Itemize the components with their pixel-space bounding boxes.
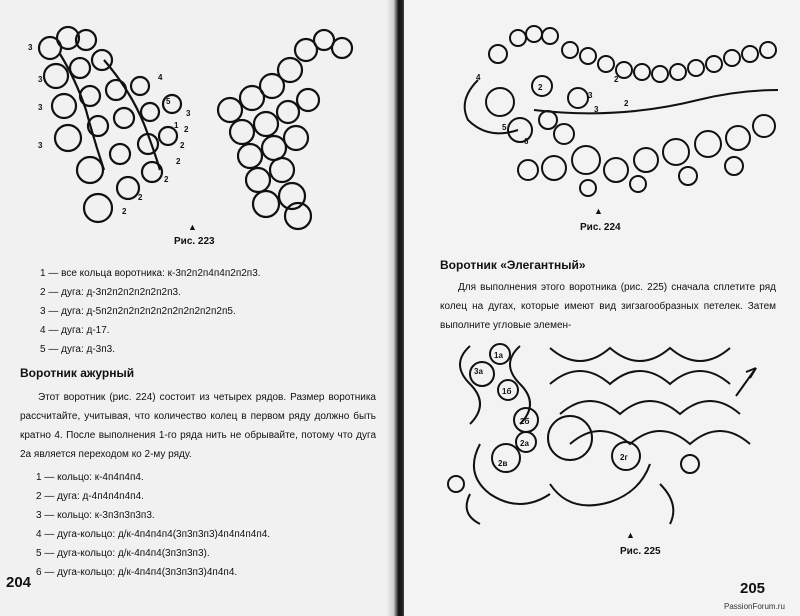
paragraph-text: Для выполнения этого воротника (рис. 225) сначала сплетите ряд колец на дугах, которые имеют вид зигзагообразных петелек. Затем выполните угловые элемен- <box>440 282 776 331</box>
figure-223-marker: ▲ <box>188 222 197 232</box>
section-title-openwork-collar: Воротник ажурный <box>20 366 135 380</box>
figure-224-label: 2 <box>614 75 619 84</box>
figure-225-drawing <box>440 334 770 530</box>
figure-225-label: 2в <box>498 459 508 468</box>
pattern-line: 2 — дуга: д-3п2п2п2п2п2п2п3. <box>40 287 181 298</box>
figure-223-label: 3 <box>186 109 191 118</box>
figure-225 <box>440 334 770 530</box>
figure-223-label: 3 <box>38 141 43 150</box>
row-line: 5 — дуга-кольцо: д/к-4п4п4(3п3п3п3). <box>36 548 210 559</box>
right-page <box>404 0 800 616</box>
figure-224-label: 2 <box>624 99 629 108</box>
row-line: 2 — дуга: д-4п4п4п4п4. <box>36 491 144 502</box>
figure-223-label: 3 <box>38 103 43 112</box>
row-line: 1 — кольцо: к-4п4п4п4. <box>36 472 144 483</box>
figure-223-drawing <box>20 20 360 235</box>
figure-223 <box>20 20 360 235</box>
figure-225-label: 2б <box>520 417 530 426</box>
figure-224-marker: ▲ <box>594 206 603 216</box>
row-instructions <box>36 468 270 582</box>
figure-225-marker: ▲ <box>626 530 635 540</box>
row-line: 3 — кольцо: к-3п3п3п3п3. <box>36 510 155 521</box>
figure-224-label: 3 <box>594 105 599 114</box>
figure-223-label: 2 <box>180 141 185 150</box>
figure-224 <box>438 20 788 204</box>
pattern-line: 5 — дуга: д-3п3. <box>40 344 115 355</box>
openwork-collar-paragraph <box>20 388 376 464</box>
figure-223-label: 3 <box>28 43 33 52</box>
section-title-elegant-collar: Воротник «Элегантный» <box>440 258 586 272</box>
pattern-line: 1 — все кольца воротника: к-3п2п2п4п4п2п2п3. <box>40 268 261 279</box>
figure-223-label: 2 <box>184 125 189 134</box>
figure-224-label: 3 <box>588 91 593 100</box>
figure-223-label: 4 <box>158 73 163 82</box>
figure-225-caption: Рис. 225 <box>620 546 661 557</box>
page-number-right: 205 <box>740 580 766 597</box>
figure-223-label: 2 <box>164 175 169 184</box>
row-line: 4 — дуга-кольцо: д/к-4п4п4п4(3п3п3п3)4п4п4п4п4. <box>36 529 271 540</box>
watermark: PassionForum.ru <box>724 602 785 611</box>
figure-223-caption: Рис. 223 <box>174 236 215 247</box>
figure-225-label: 1а <box>494 351 503 360</box>
pattern-line: 4 — дуга: д-17. <box>40 325 110 336</box>
figure-223-label: 2 <box>122 207 127 216</box>
row-line: 6 — дуга-кольцо: д/к-4п4п4(3п3п3п3)4п4п4. <box>36 567 238 578</box>
figure-223-label: 3 <box>38 75 43 84</box>
left-page <box>0 0 398 616</box>
figure-225-label: 3а <box>474 367 483 376</box>
figure-223-label: 1 <box>174 121 179 130</box>
figure-224-drawing <box>438 20 788 204</box>
figure-224-caption: Рис. 224 <box>580 222 621 233</box>
figure-224-label: 2 <box>538 83 543 92</box>
figure-223-label: 2 <box>138 193 143 202</box>
figure-225-label: 2а <box>520 439 529 448</box>
figure-224-label: 5 <box>502 123 507 132</box>
pattern-line: 3 — дуга: д-5п2п2п2п2п2п2п2п2п2п2п2п5. <box>40 306 236 317</box>
elegant-collar-paragraph <box>440 278 776 335</box>
figure-224-label: 6 <box>524 137 529 146</box>
page-number-left: 204 <box>6 574 32 591</box>
figure-223-label: 2 <box>176 157 181 166</box>
figure-224-label: 4 <box>476 73 481 82</box>
figure-225-label: 2г <box>620 453 628 462</box>
pattern-legend <box>40 264 261 359</box>
figure-223-label: 5 <box>166 97 171 106</box>
paragraph-text: Этот воротник (рис. 224) состоит из четырех рядов. Размер воротника рассчитайте, учитывая, что количество колец в первом ряду должно быть кратно 4. После выполнения 1-го ряда нить не обрывайте, потому что дуга 2а является переходом ко 2-му ряду. <box>20 392 376 460</box>
figure-225-label: 1б <box>502 387 512 396</box>
